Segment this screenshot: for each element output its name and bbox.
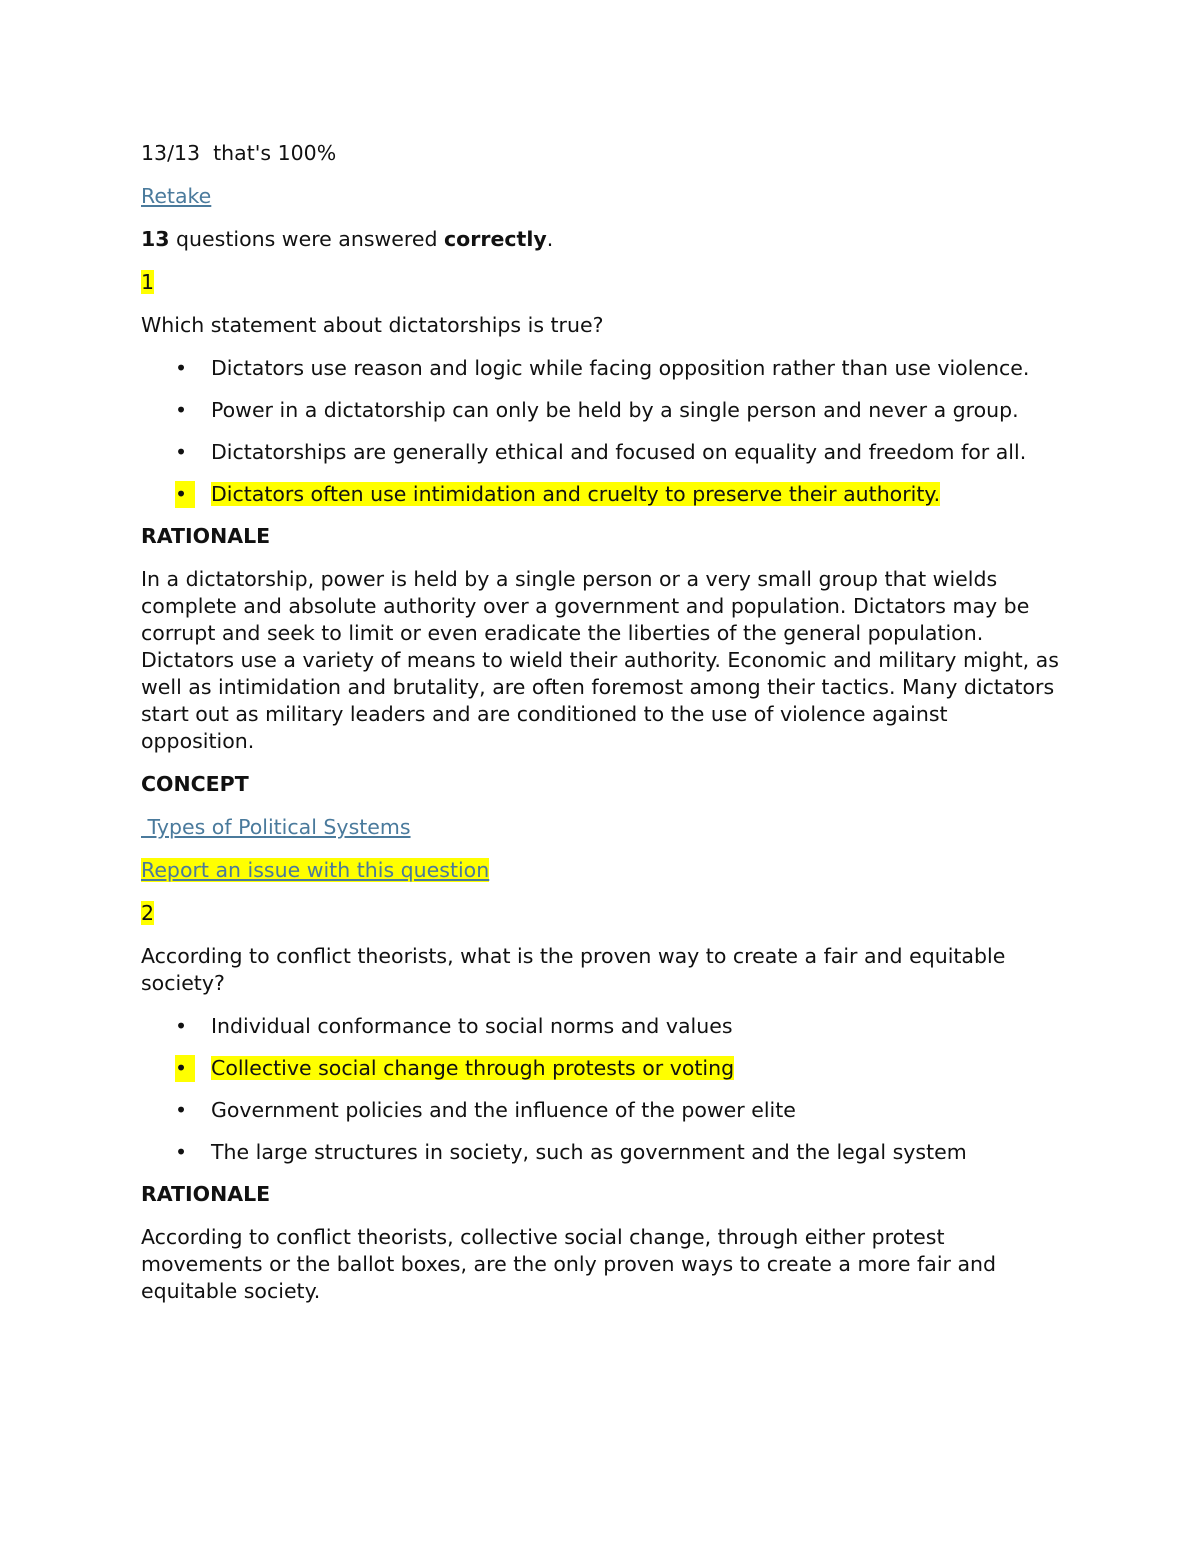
rationale-text: In a dictatorship, power is held by a single person or a very small group that wields complete and absolute authority over a government and population. Dictators may be corrupt and seek to limit or even eradicate the liberties of the general population. Dictators use a variety of means to wield their authority. Economic and military might, as well as intimidation and brutality, are often foremost among their tactics. Many dictators start out as military leaders and are conditioned to the use of violence against opposition. [141,567,1059,753]
correct-count: 13 [141,227,170,251]
question-number: 2 [141,901,155,925]
answer-option-correct [141,1055,1066,1082]
question-2-options [141,1013,1066,1166]
summary-correct-word: correctly [444,227,547,251]
answer-option-text: Power in a dictatorship can only be held by a single person and never a group. [211,398,1019,422]
summary-end-punct: . [546,227,554,251]
question-1-text: Which statement about dictatorships is true? [141,313,604,337]
rationale-heading: RATIONALE [141,524,271,548]
answer-option [141,1097,1066,1124]
question-2-number-line [141,900,1066,927]
concept-link[interactable]: Types of Political Systems [141,815,411,839]
bullet-icon: • [175,398,188,422]
score-fraction: 13/13 [141,141,201,165]
question-2-text: According to conflict theorists, what is the proven way to create a fair and equitable society? [141,944,1006,995]
answer-option-text: Individual conformance to social norms and values [211,1014,733,1038]
score-percent: that's 100% [213,141,337,165]
rationale-text: According to conflict theorists, collective social change, through either protest movements or the ballot boxes, are the only proven ways to create a more fair and equitable society. [141,1225,997,1303]
bullet-icon: • [175,1014,188,1038]
rationale-heading: RATIONALE [141,1182,271,1206]
answer-option [141,439,1066,466]
bullet-icon: • [175,440,188,464]
bullet-icon: • [175,1055,195,1082]
answer-option [141,1139,1066,1166]
question-1-number-line [141,269,1066,296]
question-number: 1 [141,270,155,294]
answer-option-text: The large structures in society, such as government and the legal system [211,1140,967,1164]
answer-option [141,355,1066,382]
bullet-icon: • [175,1140,188,1164]
bullet-icon: • [175,1098,188,1122]
bullet-icon: • [175,481,195,508]
results-summary [141,226,1066,253]
report-issue-link[interactable]: Report an issue with this question [141,858,490,882]
score-line [141,140,1066,167]
answer-option-text: Government policies and the influence of the power elite [211,1098,796,1122]
answer-option-text: Dictatorships are generally ethical and focused on equality and freedom for all. [211,440,1027,464]
answer-option-text: Dictators use reason and logic while facing opposition rather than use violence. [211,356,1030,380]
concept-heading: CONCEPT [141,772,249,796]
answer-option-correct [141,481,1066,508]
retake-link[interactable]: Retake [141,184,212,208]
answer-option-text: Dictators often use intimidation and cruelty to preserve their authority. [211,482,941,506]
bullet-icon: • [175,356,188,380]
summary-middle-text: questions were answered [169,227,445,251]
answer-option [141,1013,1066,1040]
quiz-results-document [141,140,1066,1321]
question-1-options [141,355,1066,508]
answer-option-text: Collective social change through protests or voting [211,1056,735,1080]
answer-option [141,397,1066,424]
